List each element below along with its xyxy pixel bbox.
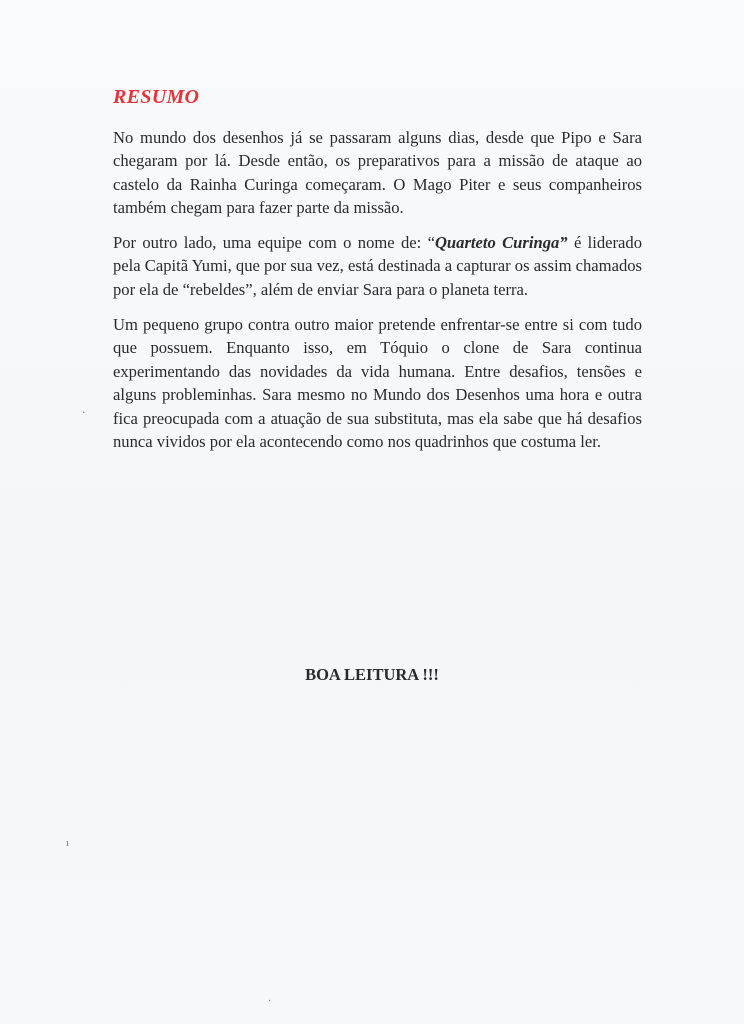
paragraph-2-intro: Por outro lado, uma equipe com o nome de: “ (113, 233, 435, 252)
scan-speck: · (268, 996, 272, 1007)
summary-paragraph-1: No mundo dos desenhos já se passaram alguns dias, desde que Pipo e Sara chegaram por lá. Desde então, os preparativos para a missão de ataque ao castelo da Rainha Curinga começaram. O Mago Piter e seus companheiros também chegam para fazer parte da missão. (113, 128, 642, 218)
paragraph-2-rest: é liderado pela Capitã Yumi, que por sua vez, está destinada a capturar os assim chamados por ela de “rebeldes”, além de enviar Sara para o planeta terra. (113, 233, 643, 299)
closing-line: BOA LEITURA !!! (305, 665, 439, 684)
summary-paragraph-3: Um pequeno grupo contra outro maior pretende enfrentar-se entre si com tudo que possuem. Enquanto isso, em Tóquio o clone de Sara continua experimentando das novidades da vida humana. Entre desafios, tensões e alguns probleminhas. Sara mesmo no Mundo dos Desenhos uma hora e outra fica preocupada com a atuação de sua substituta, mas ela sabe que há desafios nunca vividos por ela acontecendo como nos quadrinhos que costuma ler. (113, 315, 642, 452)
scan-speck: · (82, 408, 86, 419)
team-name-emphasis: Quarteto Curinga” (434, 233, 568, 252)
summary-heading: RESUMO (113, 86, 200, 108)
scan-speck: ı (66, 838, 69, 849)
summary-paragraph-2 (113, 231, 642, 301)
